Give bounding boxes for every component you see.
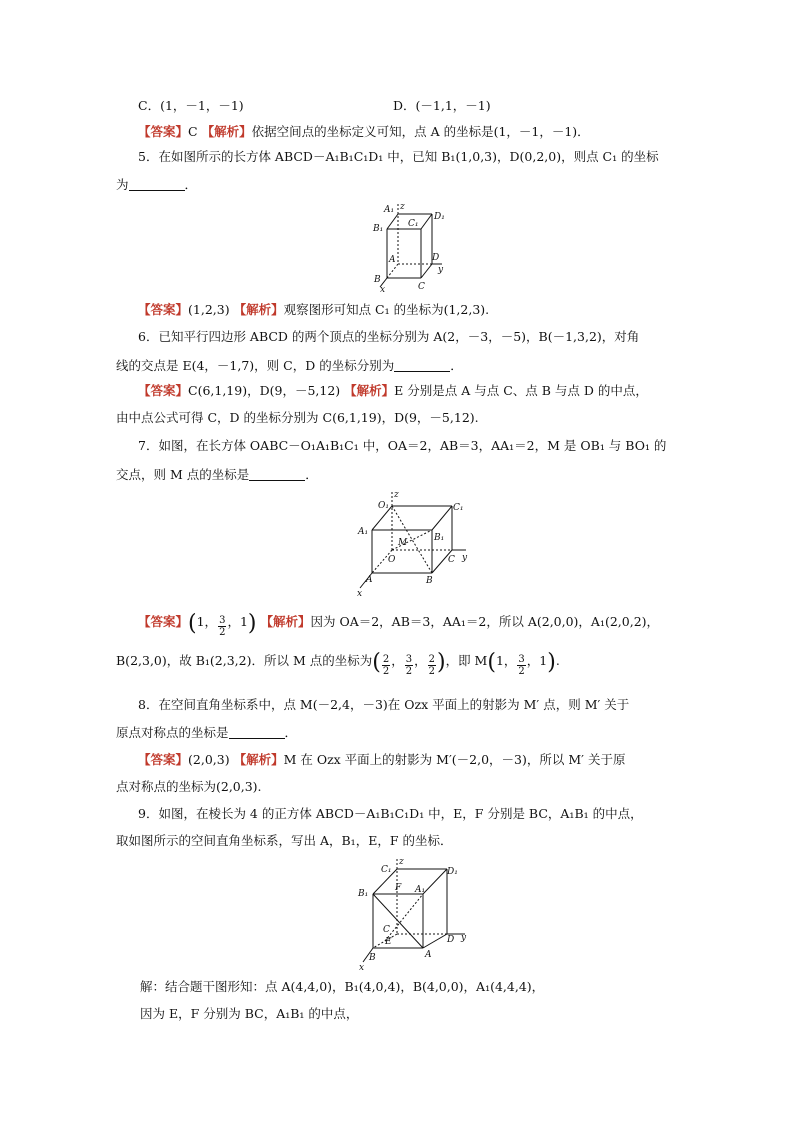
question-9-line2: 取如图所示的空间直角坐标系，写出 A，B₁，E，F 的坐标． xyxy=(116,833,453,848)
answer-7-line2: B(2,3,0)，故 B₁(2,3,2)．所以 M 点的坐标为( $\frac{2}{2}$ ， $\frac{3}{2}$ ， $\frac{2}{2}$ )，即 M(1， $\frac{3}{2}$ ，1). xyxy=(116,650,560,677)
fig9-label-f: F xyxy=(395,883,402,893)
fig9-label-c1: C₁ xyxy=(381,865,392,875)
answer-6 xyxy=(138,382,704,400)
figure-5-cuboid xyxy=(368,200,448,292)
fig7-label-y: y xyxy=(462,553,468,563)
numerator: 2 xyxy=(428,654,435,665)
fig5-label-z: z xyxy=(400,202,405,212)
solution-line1: 解：结合题干图形知：点 A(4,4,0)，B₁(4,0,4)，B(4,0,0)，A₁(4,4,4)， xyxy=(140,979,545,994)
fraction xyxy=(382,654,390,677)
answer-value: C xyxy=(188,124,198,139)
denominator: 2 xyxy=(219,627,226,638)
fig9-label-a1: A₁ xyxy=(415,885,426,895)
question-6-line1: 6．已知平行四边形 ABCD 的两个顶点的坐标分别为 A(2，－3，－5)，B(－1,3,2)，对角 xyxy=(138,329,640,344)
fig5-label-b: B xyxy=(374,275,381,285)
answer-blank xyxy=(394,359,450,372)
figure-9-cube xyxy=(355,856,475,970)
fig7-label-m: M xyxy=(398,538,408,548)
fig7-label-c1: C₁ xyxy=(453,503,464,513)
question-8-line2 xyxy=(116,724,682,742)
question-5-line1: 5．在如图所示的长方体 ABCD－A₁B₁C₁D₁ 中，已知 B₁(1,0,3)，D(0,2,0)，则点 C₁ 的坐标 xyxy=(138,149,659,164)
right-paren: ) xyxy=(547,650,556,675)
numerator: 3 xyxy=(518,654,525,665)
fig5-label-d: D xyxy=(432,253,440,263)
answer-4 xyxy=(138,123,704,141)
option-c: C．(1，－1，－1) xyxy=(138,98,244,113)
answer-tag: 【答案】 xyxy=(138,124,189,139)
analysis-text: ，即 M xyxy=(445,653,488,668)
fig7-label-a: A xyxy=(366,575,373,585)
fig5-label-a1: A₁ xyxy=(384,205,395,215)
q5-suffix: ． xyxy=(184,177,198,192)
fig5-label-d1: D₁ xyxy=(434,212,445,222)
fig7-label-o1: O₁ xyxy=(378,501,389,511)
question-7-line2 xyxy=(116,466,682,484)
fig9-label-b: B xyxy=(369,953,376,963)
q6-prefix: 线的交点是 E(4，－1,7)，则 C，D 的坐标分别为 xyxy=(116,358,395,373)
fig9-label-b1: B₁ xyxy=(358,889,369,899)
fig5-label-x: x xyxy=(380,285,386,292)
left-paren: ( xyxy=(487,650,496,675)
analysis-tag: 【解析】 xyxy=(344,383,395,398)
fig7-label-z: z xyxy=(394,490,399,500)
question-9-line1: 9．如图，在棱长为 4 的正方体 ABCD－A₁B₁C₁D₁ 中，E，F 分别是 BC，A₁B₁ 的中点， xyxy=(138,806,643,821)
fig7-label-a1: A₁ xyxy=(358,527,369,537)
fig7-label-c: C xyxy=(448,555,455,565)
fig9-label-y: y xyxy=(461,933,467,943)
answer-tag: 【答案】 xyxy=(138,752,189,767)
answer-blank xyxy=(129,178,185,191)
answer-tag: 【答案】 xyxy=(138,614,189,629)
fig9-label-x: x xyxy=(359,963,365,970)
fig9-label-d: D xyxy=(447,935,455,945)
answer-part: 1， xyxy=(196,614,218,629)
answer-value: C(6,1,19)，D(9，－5,12) xyxy=(188,383,341,398)
q7-prefix: 交点，则 M 点的坐标是 xyxy=(116,467,250,482)
solution-line2: 因为 E，F 分别为 BC，A₁B₁ 的中点， xyxy=(140,1006,359,1021)
answer-8-line2: 点对称点的坐标为(2,0,3). xyxy=(116,779,262,794)
numerator: 3 xyxy=(219,615,226,626)
fig5-label-a: A xyxy=(389,255,396,265)
answer-part: 1， xyxy=(495,653,517,668)
denominator: 2 xyxy=(428,666,435,677)
answer-5 xyxy=(138,301,704,319)
question-6-line2 xyxy=(116,357,682,375)
fig9-label-a: A xyxy=(425,950,432,960)
fig9-label-c: C xyxy=(383,925,390,935)
answer-value: (2,0,3) xyxy=(188,752,230,767)
fig5-label-c: C xyxy=(418,282,425,292)
analysis-tag: 【解析】 xyxy=(233,752,284,767)
fig5-label-y: y xyxy=(438,265,444,275)
figure-7-cuboid xyxy=(354,488,474,598)
fraction xyxy=(517,654,525,677)
fig7-label-o: O xyxy=(388,555,396,565)
denominator: 2 xyxy=(382,666,390,677)
answer-part: ，1 xyxy=(526,653,548,668)
denominator: 2 xyxy=(518,666,525,677)
q8-prefix: 原点对称点的坐标是 xyxy=(116,725,229,740)
answer-blank xyxy=(229,726,285,739)
q5-prefix: 为 xyxy=(116,177,129,192)
analysis-tag: 【解析】 xyxy=(233,302,284,317)
fig9-label-z: z xyxy=(399,857,404,867)
answer-tag: 【答案】 xyxy=(138,383,189,398)
left-paren: ( xyxy=(372,650,381,675)
analysis-tag: 【解析】 xyxy=(260,614,311,629)
fig7-label-x: x xyxy=(357,589,363,598)
answer-8 xyxy=(138,751,704,769)
answer-value: (1,2,3) xyxy=(188,302,230,317)
question-5-line2 xyxy=(116,176,682,194)
q8-suffix: ． xyxy=(284,725,298,740)
fraction xyxy=(428,654,436,677)
numerator: 2 xyxy=(382,654,390,665)
question-7-line1: 7．如图，在长方体 OABC－O₁A₁B₁C₁ 中，OA＝2，AB＝3，AA₁＝2，M 是 OB₁ 与 BO₁ 的 xyxy=(138,438,667,453)
answer-6-line2: 由中点公式可得 C，D 的坐标分别为 C(6,1,19)，D(9，－5,12). xyxy=(116,410,479,425)
analysis-text: 观察图形可知点 C₁ 的坐标为(1,2,3). xyxy=(283,302,490,317)
right-paren: ) xyxy=(247,611,257,636)
numerator: 3 xyxy=(405,654,413,665)
answer-tag: 【答案】 xyxy=(138,302,189,317)
analysis-text: M 在 Ozx 平面上的射影为 M′(－2,0，－3)，所以 M′ 关于原 xyxy=(283,752,626,767)
fig9-label-d1: D₁ xyxy=(447,867,458,877)
answer-7 xyxy=(138,613,704,638)
fig7-label-b: B xyxy=(426,576,433,586)
question-8-line1: 8．在空间直角坐标系中，点 M(－2,4，－3)在 Ozx 平面上的射影为 M′ 点，则 M′ 关于 xyxy=(138,697,630,712)
right-paren: ) xyxy=(436,650,446,675)
analysis-text: E 分别是点 A 与点 C、点 B 与点 D 的中点， xyxy=(394,383,648,398)
fig5-label-c1: C₁ xyxy=(408,219,419,229)
analysis-tag: 【解析】 xyxy=(201,124,252,139)
fraction xyxy=(405,654,413,677)
denominator: 2 xyxy=(405,666,413,677)
q6-suffix: ． xyxy=(450,358,463,373)
left-paren: ( xyxy=(188,611,197,636)
option-row xyxy=(138,97,704,115)
fig5-label-b1: B₁ xyxy=(373,224,384,234)
analysis-text: 因为 OA＝2，AB＝3，AA₁＝2，所以 A(2,0,0)，A₁(2,0,2)， xyxy=(310,614,660,629)
answer-part: ，1 xyxy=(227,614,248,629)
option-d: D．(－1,1，－1) xyxy=(393,98,491,113)
fig9-label-e: E xyxy=(385,937,392,947)
fraction xyxy=(218,615,226,638)
q7-suffix: ． xyxy=(305,467,318,482)
fig7-label-b1: B₁ xyxy=(434,533,445,543)
analysis-text: 依据空间点的坐标定义可知，点 A 的坐标是(1，－1，－1)． xyxy=(251,124,590,139)
answer-blank xyxy=(249,468,305,481)
analysis-text: B(2,3,0)，故 B₁(2,3,2)．所以 M 点的坐标为 xyxy=(116,653,373,668)
